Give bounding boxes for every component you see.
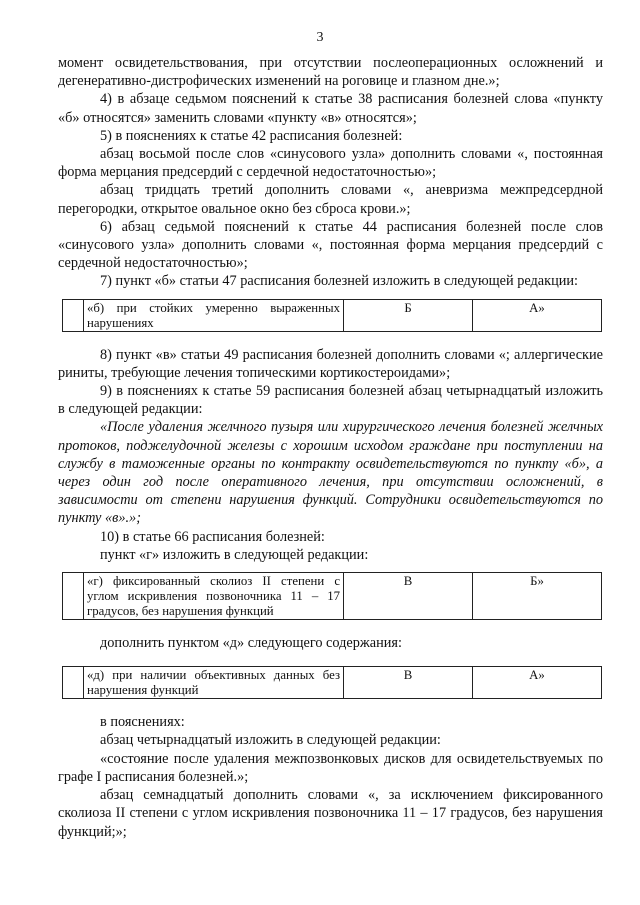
table-cell-category-1: В (344, 573, 473, 620)
paragraph-abzac-33: абзац тридцать третий дополнить словами «, аневризма межпредсердной перегородки, открытое овальное окно без сброса крови.»; (58, 182, 603, 217)
paragraph-item-10: 10) в статье 66 расписания болезней: (100, 528, 325, 545)
paragraph-item-4: 4) в абзаце седьмом пояснений к статье 38 расписания болезней слова «пункту «б» относятся» заменить словами «пункту «в» относятся»; (58, 91, 603, 126)
document-body (58, 54, 603, 841)
amendment-table-b (62, 299, 602, 332)
amendment-table-d (62, 666, 602, 699)
paragraph-abzac-17: абзац семнадцатый дополнить словами «, за исключением фиксированного сколиоза II степени с углом искривления позвоночника 11 – 17 градусов, без нарушения функций;»; (58, 787, 603, 840)
table-cell-description: «г) фиксированный сколиоз II степени с углом искривления позвоночника 11 – 17 градусов, без нарушения функций (84, 573, 344, 620)
paragraph-explanations: в пояснениях: (100, 714, 185, 731)
table-cell-description: «д) при наличии объективных данных без нарушения функций (84, 667, 344, 699)
paragraph-abzac-8: абзац восьмой после слов «синусового узла» дополнить словами «, постоянная форма мерцания предсердий с сердечной недостаточностью»; (58, 146, 603, 181)
paragraph-continuation: момент освидетельствования, при отсутствии послеоперационных осложнений и дегенеративно-дистрофических изменений на роговице и глазном дне.»; (58, 55, 603, 90)
paragraph-point-g: пункт «г» изложить в следующей редакции: (100, 546, 369, 563)
paragraph-quote-66: «состояние после удаления межпозвонковых дисков для освидетельствуемых по графе I расписания болезней.»; (58, 750, 603, 785)
paragraph-item-6: 6) абзац седьмой пояснений к статье 44 расписания болезней после слов «синусового узла» дополнить словами «, постоянная форма мерцания предсердий с сердечной недостаточностью»; (58, 218, 603, 272)
table-cell-category-2: А» (473, 299, 602, 331)
paragraph-point-d: дополнить пунктом «д» следующего содержания: (100, 635, 402, 652)
paragraph-abzac-14: абзац четырнадцатый изложить в следующей редакции: (100, 732, 441, 749)
paragraph-quote-59: «После удаления желчного пузыря или хирургического лечения болезней желчных протоков, поджелудочной железы с хорошим исходом граждане при поступлении на службу в таможенные органы по контракту освидетельствуются по пункту «б», а через один год после оперативного лечения, при отсутствии осложнений, в зависимости от степени нарушения функций. Сотрудники освидетельствуются по пункту «в».»; (58, 419, 603, 527)
amendment-table-g (62, 572, 602, 620)
table-cell-empty (63, 573, 84, 620)
table-cell-category-1: Б (344, 299, 473, 331)
paragraph-item-9: 9) в пояснениях к статье 59 расписания болезней абзац четырнадцатый изложить в следующей редакции: (58, 383, 603, 418)
table-cell-empty (63, 299, 84, 331)
table-row (63, 573, 602, 620)
paragraph-item-8: 8) пункт «в» статьи 49 расписания болезней дополнить словами «; аллергические риниты, требующие лечения топическими кортикостероидами»; (58, 346, 603, 381)
table-row (63, 299, 602, 331)
table-cell-category-2: Б» (473, 573, 602, 620)
paragraph-item-7: 7) пункт «б» статьи 47 расписания болезней изложить в следующей редакции: (100, 273, 579, 290)
table-cell-empty (63, 667, 84, 699)
page-number: 3 (316, 30, 324, 45)
paragraph-item-5: 5) в пояснениях к статье 42 расписания болезней: (100, 127, 403, 144)
table-row (63, 667, 602, 699)
table-cell-description: «б) при стойких умеренно выраженных нарушениях (84, 299, 344, 331)
table-cell-category-1: В (344, 667, 473, 699)
table-cell-category-2: А» (473, 667, 602, 699)
